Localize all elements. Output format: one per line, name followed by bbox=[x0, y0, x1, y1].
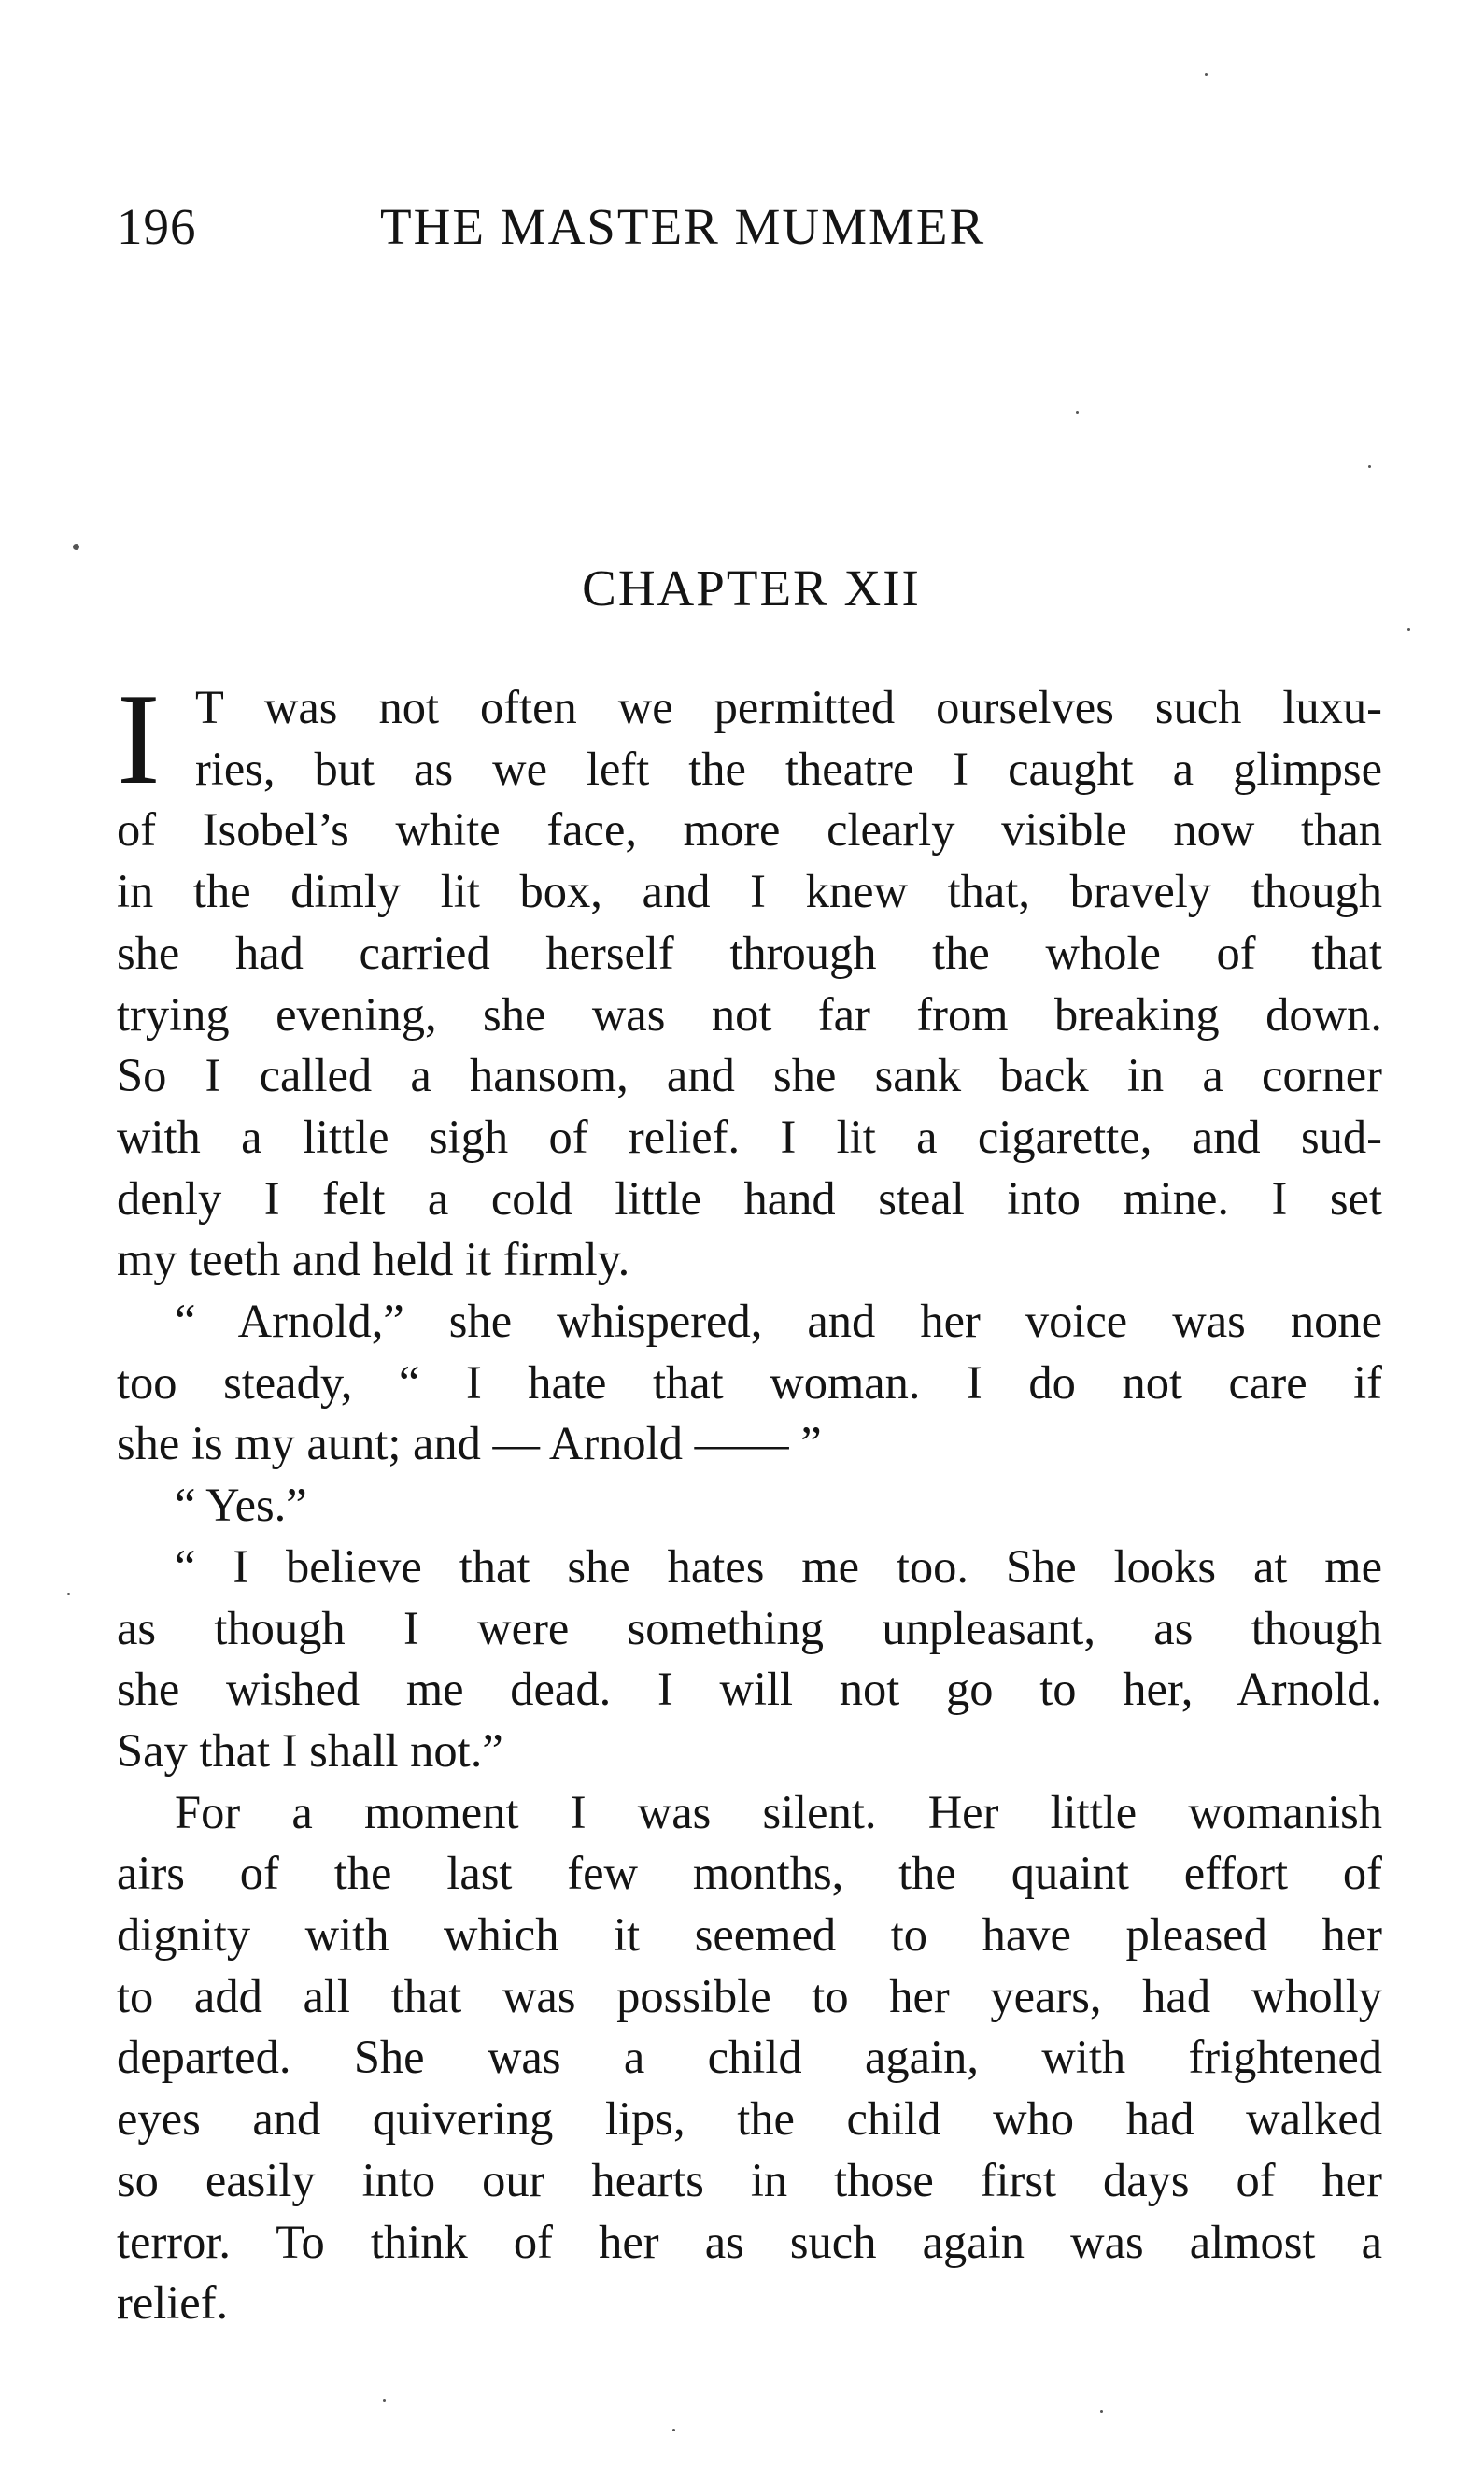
paragraph-3 bbox=[117, 1475, 1382, 1537]
scan-speck bbox=[1407, 628, 1410, 631]
text-line: she is my aunt; and — Arnold —— ” bbox=[117, 1417, 822, 1470]
text-line: denly I felt a cold little hand steal into mine. I set bbox=[117, 1171, 1382, 1225]
page-number: 196 bbox=[117, 198, 197, 255]
text-line: terror. To think of her as such again was almost a bbox=[117, 2215, 1382, 2268]
scan-speck bbox=[672, 2429, 675, 2431]
text-line: “ Arnold,” she whispered, and her voice was none bbox=[175, 1295, 1382, 1348]
text-line: ries, but as we left the theatre I caught a glimpse bbox=[195, 742, 1382, 795]
text-line: to add all that was possible to her years, had wholly bbox=[117, 1969, 1382, 2022]
text-line: my teeth and held it firmly. bbox=[117, 1233, 630, 1286]
scan-speck bbox=[1205, 73, 1208, 76]
text-line: airs of the last few months, the quaint effort of bbox=[117, 1847, 1382, 1900]
scan-speck bbox=[1100, 2410, 1103, 2413]
text-line: in the dimly lit box, and I knew that, bravely though bbox=[117, 865, 1382, 918]
text-line: So I called a hansom, and she sank back in a corner bbox=[117, 1049, 1382, 1102]
text-line: dignity with which it seemed to have pleased her bbox=[117, 1908, 1382, 1962]
chapter-body bbox=[117, 667, 1382, 2334]
text-line: departed. She was a child again, with frightened bbox=[117, 2031, 1382, 2084]
text-line: “ I believe that she hates me too. She looks at me bbox=[175, 1539, 1382, 1593]
text-line: “ Yes.” bbox=[175, 1479, 307, 1532]
text-line: trying evening, she was not far from breaking down. bbox=[117, 987, 1382, 1041]
text-line: too steady, “ I hate that woman. I do not care if bbox=[117, 1355, 1382, 1409]
scan-speck bbox=[67, 1593, 70, 1595]
text-line: with a little sigh of relief. I lit a cigarette, and sud- bbox=[117, 1110, 1382, 1163]
text-line: relief. bbox=[117, 2276, 229, 2330]
drop-cap: I bbox=[117, 667, 161, 812]
scan-speck bbox=[73, 544, 79, 550]
paragraph-2 bbox=[117, 1291, 1382, 1475]
text-line: of Isobel’s white face, more clearly visible now than bbox=[117, 803, 1382, 857]
scan-speck bbox=[1368, 465, 1371, 468]
scan-speck bbox=[383, 2399, 386, 2402]
text-line: she wished me dead. I will not go to her, Arnold. bbox=[117, 1663, 1382, 1716]
paragraph-5 bbox=[117, 1782, 1382, 2334]
text-line: as though I were something unpleasant, as though bbox=[117, 1601, 1382, 1654]
paragraph-1 bbox=[117, 667, 1382, 1291]
text-line: Say that I shall not.” bbox=[117, 1723, 503, 1777]
text-line: For a moment I was silent. Her little womanish bbox=[175, 1785, 1382, 1838]
text-line: so easily into our hearts in those first days of her bbox=[117, 2153, 1382, 2206]
text-line: eyes and quivering lips, the child who had walked bbox=[117, 2092, 1382, 2146]
paragraph-4 bbox=[117, 1537, 1382, 1782]
text-line: she had carried herself through the whole of that bbox=[117, 926, 1382, 979]
running-head bbox=[117, 194, 1387, 260]
text-line: T was not often we permitted ourselves such luxu- bbox=[195, 681, 1382, 733]
running-title: THE MASTER MUMMER bbox=[380, 198, 986, 255]
chapter-heading: CHAPTER XII bbox=[582, 560, 921, 616]
scan-speck bbox=[1076, 411, 1079, 414]
